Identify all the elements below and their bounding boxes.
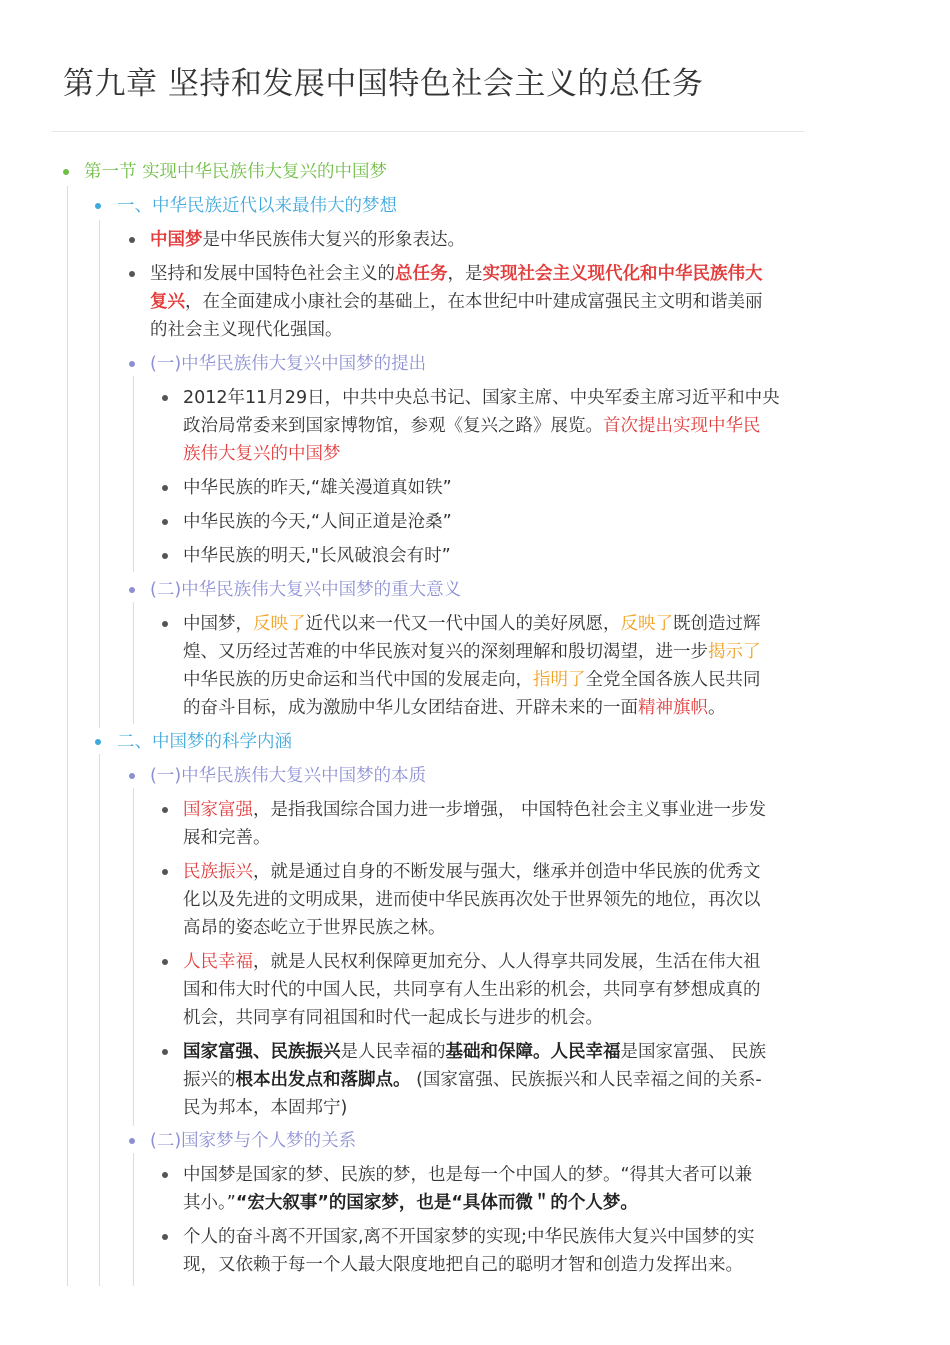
bullet-icon (162, 807, 168, 813)
list-item-text: ，是 (447, 264, 483, 284)
emphasis-text: 揭示了 (708, 642, 761, 662)
heading-level-2[interactable]: (二)国家梦与个人梦的关系 (150, 1131, 357, 1151)
list-item-text: ，是指我国综合国力进一步增强， 中国特色社会主义事业进一步发 (253, 800, 767, 820)
list-item (150, 226, 465, 254)
heading-level-2[interactable]: (一)中华民族伟大复兴中国梦的提出 (150, 354, 427, 374)
list-item-continued: 国和伟大时代的中国人民，共同享有人生出彩的机会，共同享有梦想成真的 (183, 980, 761, 1000)
emphasis-text: 复兴 (150, 292, 185, 312)
bullet-icon (162, 519, 168, 525)
emphasis-text: 国家富强 (183, 800, 253, 820)
bullet-icon (129, 271, 135, 277)
outline-guide-line (133, 788, 134, 1126)
list-item-continued: 族伟大复兴的中国梦 (183, 444, 341, 464)
bullet-icon (162, 959, 168, 965)
bullet-icon (162, 621, 168, 627)
emphasis-text: 反映了 (253, 614, 306, 634)
outline-guide-line (133, 602, 134, 724)
section-heading[interactable]: 第一节 实现中华民族伟大复兴的中国梦 (84, 162, 388, 182)
emphasis-text: 精神旗帜 (638, 698, 708, 718)
list-item-text: 。 (708, 698, 726, 718)
list-item-text: ，就是通过自身的不断发展与强大，继承并创造中华民族的优秀文 (253, 862, 761, 882)
emphasis-text: 反映了 (620, 614, 673, 634)
list-item-text: 的奋斗目标，成为激励中华儿女团结奋进、开辟未来的一面 (183, 698, 638, 718)
heading-level-2[interactable]: (一)中华民族伟大复兴中国梦的本质 (150, 766, 427, 786)
list-item-text: 中国梦， (183, 614, 253, 634)
list-item-continued (183, 666, 761, 694)
bullet-icon (129, 773, 135, 779)
emphasis-text: 中国梦 (150, 230, 203, 250)
list-item: 中华民族的今天,“人间正道是沧桑” (183, 512, 452, 532)
list-item-continued: 现，又依赖于每一个人最大限度地把自己的聪明才智和创造力发挥出来。 (183, 1255, 743, 1275)
bullet-icon (162, 869, 168, 875)
list-item-continued (183, 1066, 762, 1094)
heading-level-2[interactable]: (二)中华民族伟大复兴中国梦的重大意义 (150, 580, 462, 600)
bold-text: 国家富强、民族振兴 (183, 1042, 341, 1062)
bullet-icon (162, 1234, 168, 1240)
heading-level-1[interactable]: 一、中华民族近代以来最伟大的梦想 (117, 196, 397, 216)
list-item (183, 1038, 766, 1066)
emphasis-text: 实现社会主义现代化和中华民族伟大 (482, 264, 763, 284)
page-title: 第九章 坚持和发展中国特色社会主义的总任务 (63, 66, 704, 102)
list-item-text: 全党全国各族人民共同 (585, 670, 761, 690)
bullet-icon (162, 553, 168, 559)
list-item-text: (国家富强、民族振兴和人民幸福之间的关系- (410, 1070, 762, 1090)
list-item-text: 既创造过辉 (673, 614, 761, 634)
list-item (150, 260, 763, 288)
bullet-icon (129, 237, 135, 243)
bold-text: 基础和保障。人民幸福 (445, 1042, 621, 1062)
emphasis-text: 指明了 (533, 670, 586, 690)
list-item-continued: 的社会主义现代化强国。 (150, 320, 343, 340)
list-item-text: 是中华民族伟大复兴的形象表达。 (202, 230, 465, 250)
list-item: 个人的奋斗离不开国家,离不开国家梦的实现;中华民族伟大复兴中国梦的实 (183, 1227, 755, 1247)
list-item-text: 政治局常委来到国家博物馆，参观《复兴之路》展览。 (183, 416, 603, 436)
list-item-text: 中华民族的历史命运和当代中国的发展走向， (183, 670, 533, 690)
emphasis-text: 首次提出实现中华民 (603, 416, 761, 436)
list-item-text: 其小。” (183, 1193, 236, 1213)
list-item (183, 796, 766, 824)
list-item (183, 610, 761, 638)
outline-guide-line (133, 376, 134, 572)
outline-guide-line (99, 754, 100, 1286)
bullet-icon (63, 169, 69, 175)
emphasis-text: 总任务 (395, 264, 448, 284)
list-item-continued: 民为邦本，本固邦宁) (183, 1098, 348, 1118)
list-item-text: ，在全面建成小康社会的基础上，在本世纪中叶建成富强民主文明和谐美丽 (185, 292, 763, 312)
bullet-icon (162, 1049, 168, 1055)
list-item: 中华民族的昨天,“雄关漫道真如铁” (183, 478, 452, 498)
list-item (183, 948, 761, 976)
outline-guide-line (99, 220, 100, 728)
list-item-text: 坚持和发展中国特色社会主义的 (150, 264, 395, 284)
bullet-icon (95, 739, 101, 745)
list-item (183, 858, 761, 886)
bullet-icon (162, 485, 168, 491)
list-item-continued (183, 1189, 638, 1217)
list-item-text: 近代以来一代又一代中国人的美好夙愿， (305, 614, 621, 634)
list-item-continued: 机会，共同享有同祖国和时代一起成长与进步的机会。 (183, 1008, 603, 1028)
list-item-continued (183, 638, 761, 666)
list-item-text: 是国家富强、 民族 (620, 1042, 767, 1062)
list-item-text: ，就是人民权利保障更加充分、人人得享共同发展，生活在伟大祖 (253, 952, 761, 972)
list-item-text: 是人民幸福的 (340, 1042, 446, 1062)
list-item-text: 煌、又历经过苦难的中华民族对复兴的深刻理解和殷切渴望，进一步 (183, 642, 708, 662)
outline-guide-line (133, 1153, 134, 1286)
bullet-icon (129, 1138, 135, 1144)
list-item-text: 振兴的 (183, 1070, 236, 1090)
outline-guide-line (67, 186, 68, 1286)
emphasis-text: 人民幸福 (183, 952, 253, 972)
bullet-icon (129, 361, 135, 367)
list-item-continued: 化以及先进的文明成果，进而使中华民族再次处于世界领先的地位，再次以 (183, 890, 761, 910)
list-item-continued (150, 288, 763, 316)
list-item-continued (183, 694, 726, 722)
list-item: 中华民族的明天,"长风破浪会有时” (183, 546, 451, 566)
list-item-continued: 展和完善。 (183, 828, 271, 848)
bullet-icon (162, 1172, 168, 1178)
bold-text: 根本出发点和落脚点。 (235, 1070, 411, 1090)
list-item: 中国梦是国家的梦、民族的梦，也是每一个中国人的梦。“得其大者可以兼 (183, 1165, 753, 1185)
bold-text: “宏大叙事”的国家梦，也是“具体而微＂的个人梦。 (235, 1193, 638, 1213)
title-divider (52, 131, 804, 132)
list-item-continued: 高昂的姿态屹立于世界民族之林。 (183, 918, 446, 938)
heading-level-1[interactable]: 二、中国梦的科学内涵 (117, 732, 292, 752)
bullet-icon (129, 587, 135, 593)
list-item: 2012年11月29日，中共中央总书记、国家主席、中央军委主席习近平和中央 (183, 388, 780, 408)
list-item-continued (183, 412, 761, 440)
bullet-icon (162, 395, 168, 401)
emphasis-text: 民族振兴 (183, 862, 253, 882)
bullet-icon (95, 203, 101, 209)
